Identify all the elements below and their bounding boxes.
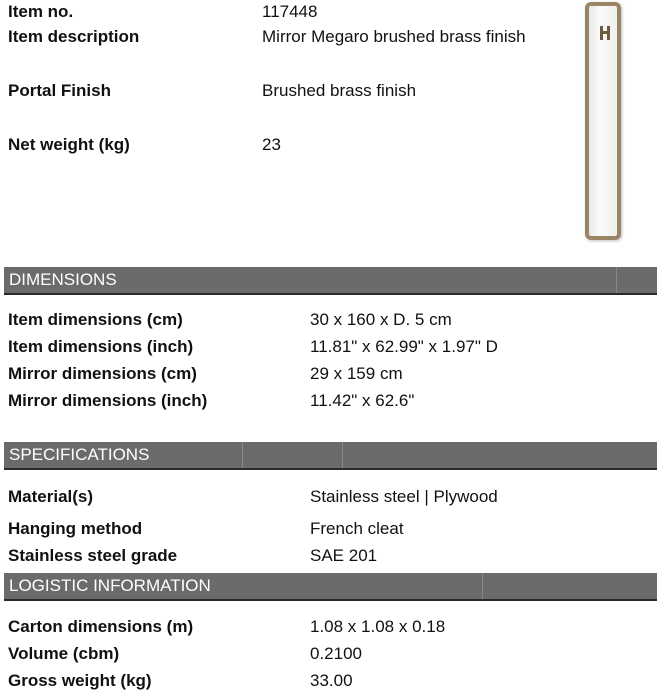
value: 30 x 160 x D. 5 cm [310, 310, 452, 329]
value: Mirror Megaro brushed brass finish [262, 27, 526, 46]
label: Item description [8, 27, 140, 46]
label: Mirror dimensions (cm) [8, 364, 197, 383]
label: Net weight (kg) [8, 135, 130, 154]
label: Material(s) [8, 487, 94, 506]
product-image-mirror [585, 2, 621, 240]
logistic-information-header [4, 573, 657, 601]
label: Carton dimensions (m) [8, 617, 194, 636]
label: Item no. [8, 2, 74, 21]
section-title: SPECIFICATIONS [9, 445, 150, 464]
specifications-header [4, 442, 657, 470]
french-cleat-icon [600, 26, 610, 40]
dimensions-header [4, 267, 657, 295]
value: 0.2100 [310, 644, 362, 663]
label: Gross weight (kg) [8, 671, 152, 690]
label: Mirror dimensions (inch) [8, 391, 208, 410]
value: 11.42" x 62.6" [310, 391, 415, 410]
value: Stainless steel | Plywood [310, 487, 498, 506]
value: 33.00 [310, 671, 353, 690]
label: Stainless steel grade [8, 546, 178, 565]
value: 11.81" x 62.99" x 1.97" D [310, 337, 498, 356]
value: Brushed brass finish [262, 81, 417, 100]
label: Portal Finish [8, 81, 111, 100]
label: Item dimensions (cm) [8, 310, 183, 329]
label: Item dimensions (inch) [8, 337, 194, 356]
value: 117448 [262, 2, 318, 21]
value: 29 x 159 cm [310, 364, 403, 383]
value: 23 [262, 135, 281, 154]
label: Volume (cbm) [8, 644, 120, 663]
value: SAE 201 [310, 546, 378, 565]
value: French cleat [310, 519, 404, 538]
section-title: LOGISTIC INFORMATION [9, 576, 211, 595]
section-title: DIMENSIONS [9, 270, 117, 289]
value: 1.08 x 1.08 x 0.18 [310, 617, 446, 636]
label: Hanging method [8, 519, 143, 538]
